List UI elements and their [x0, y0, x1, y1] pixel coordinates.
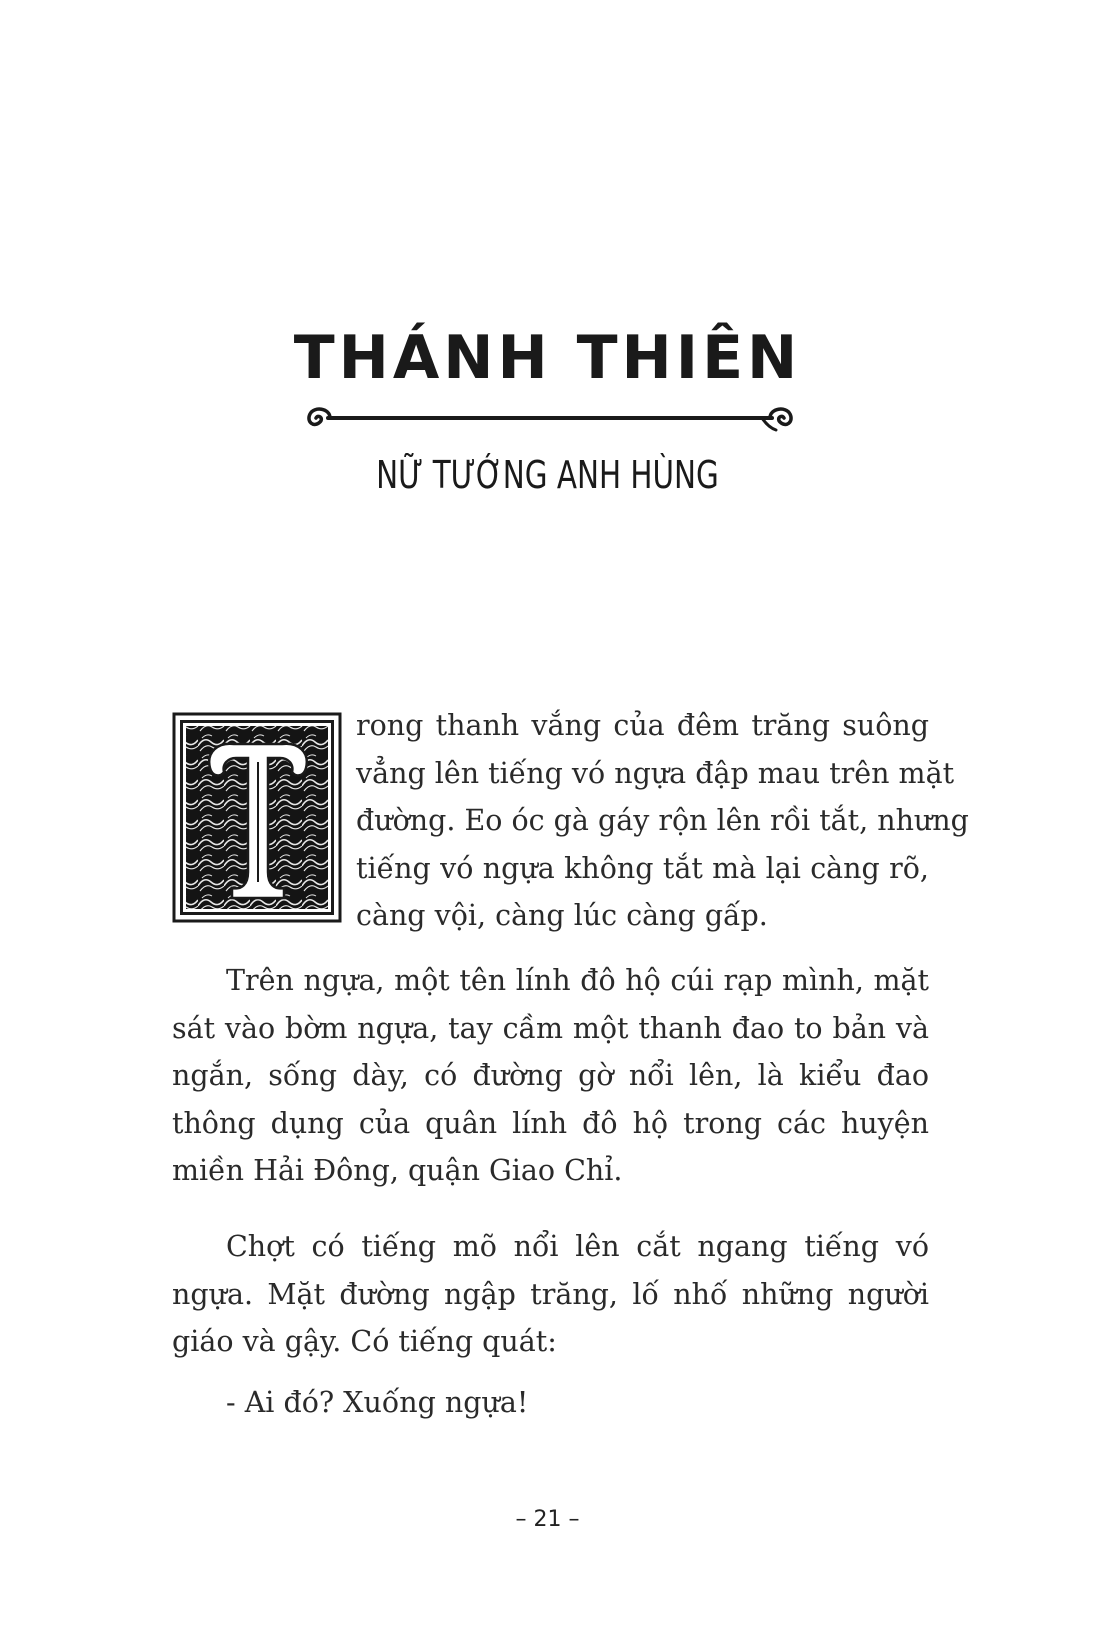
chapter-title: THÁNH THIÊN: [293, 323, 802, 393]
lead-line: vẳng lên tiếng vó ngựa đập mau trên mặt: [356, 756, 955, 790]
paragraph-ambush: [172, 1223, 929, 1366]
paragraph-text: Trên ngựa, một tên lính đô hộ cúi rạp mình, mặt sát vào bờm ngựa, tay cầm một thanh đao to bản và ngắn, sống dày, có đường gờ nổi lên, là kiểu đao thông dụng của quân lính đô hộ trong các huyện miền Hải Đông, quận Giao Chỉ.: [172, 964, 929, 1187]
paragraph-text: Chợt có tiếng mõ nổi lên cắt ngang tiếng vó ngựa. Mặt đường ngập trăng, lố nhố những người giáo và gậy. Có tiếng quát:: [172, 1230, 929, 1358]
lead-line: đường. Eo óc gà gáy rộn lên rồi tắt, nhưng: [356, 804, 969, 837]
lead-line: tiếng vó ngựa không tắt mà lại càng rõ,: [356, 851, 929, 885]
title-divider-ornament: [300, 400, 800, 436]
paragraph-rider: [172, 957, 929, 1195]
paragraph-text: - Ai đó? Xuống ngựa!: [226, 1386, 529, 1419]
lead-line: càng vội, càng lúc càng gấp.: [356, 899, 768, 932]
drop-cap-t: [172, 712, 342, 923]
paragraph-dialogue: [172, 1379, 929, 1427]
lead-line: rong thanh vắng của đêm trăng suông: [356, 709, 929, 742]
page-number: – 21 –: [515, 1507, 580, 1532]
chapter-subtitle: NỮ TƯỚNG ANH HÙNG: [376, 453, 719, 497]
lead-paragraph: [356, 702, 969, 940]
